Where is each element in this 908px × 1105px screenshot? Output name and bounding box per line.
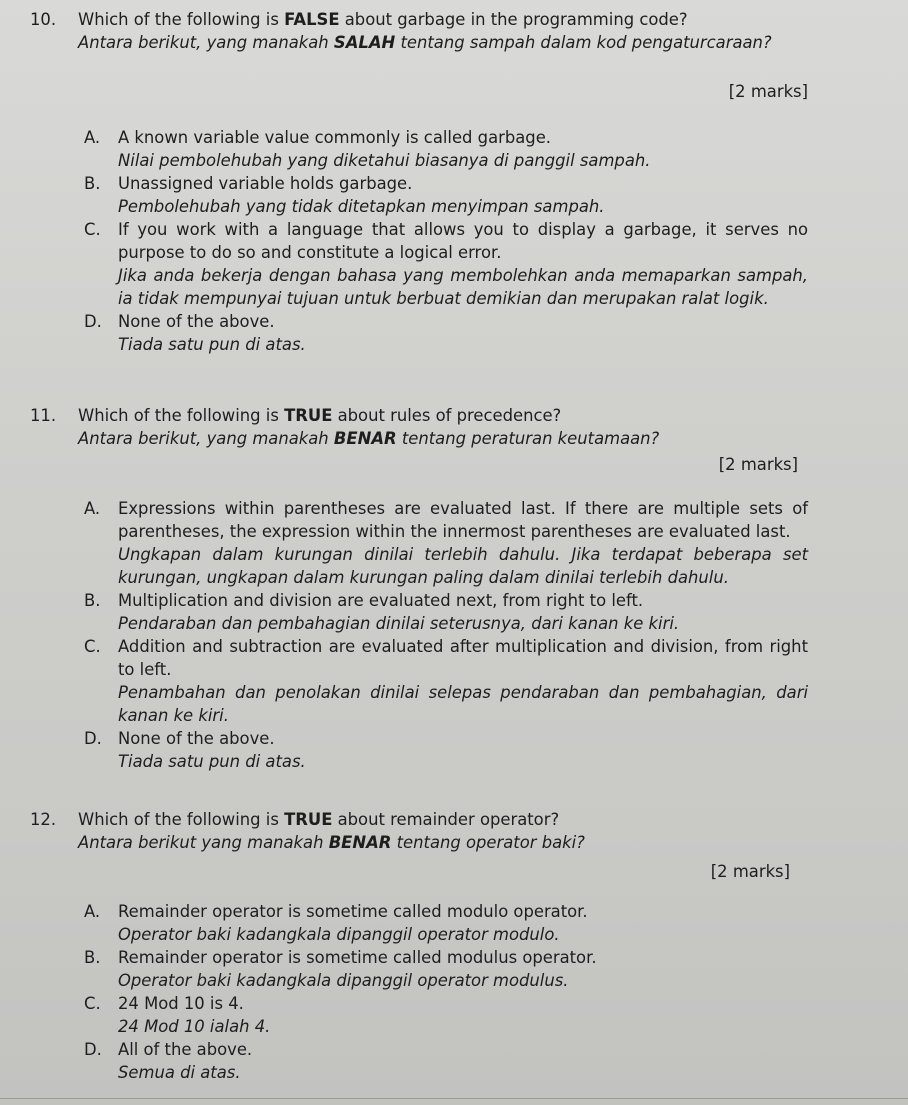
option-b	[0, 172, 808, 218]
options-list	[0, 900, 908, 1084]
option-text: Addition and subtraction are evaluated after multiplication and division, from right to left.	[118, 637, 808, 679]
option-translation: Nilai pembolehubah yang diketahui biasanya di panggil sampah.	[118, 151, 651, 170]
question-text: Which of the following is FALSE about garbage in the programming code?	[78, 10, 688, 29]
option-d	[0, 727, 808, 773]
option-letter: A.	[84, 902, 101, 921]
option-letter: A.	[84, 128, 101, 147]
option-letter: C.	[84, 637, 101, 656]
option-text: Multiplication and division are evaluated next, from right to left.	[118, 591, 644, 610]
marks-label: [2 marks]	[728, 82, 808, 101]
option-translation: Jika anda bekerja dengan bahasa yang membolehkan anda memaparkan sampah, ia tidak mempunyai tujuan untuk berbuat demikian dan merupakan ralat logik.	[118, 266, 808, 308]
question-number: 12.	[30, 810, 57, 829]
option-c	[0, 218, 808, 310]
option-letter: B.	[84, 591, 101, 610]
option-d	[0, 1038, 808, 1084]
option-translation: Tiada satu pun di atas.	[118, 752, 306, 771]
option-a	[0, 900, 808, 946]
question-11	[0, 404, 908, 450]
question-text: Which of the following is TRUE about rules of precedence?	[78, 406, 562, 425]
option-c	[0, 992, 808, 1038]
option-text: None of the above.	[118, 729, 275, 748]
option-translation: Penambahan dan penolakan dinilai selepas pendaraban dan pembahagian, dari kanan ke kiri.	[118, 683, 808, 725]
options-list	[0, 497, 908, 773]
question-translation: Antara berikut yang manakah BENAR tentang operator baki?	[78, 833, 585, 852]
option-text: A known variable value commonly is called garbage.	[118, 128, 551, 147]
option-letter: C.	[84, 994, 101, 1013]
option-letter: B.	[84, 948, 101, 967]
option-text: Remainder operator is sometime called modulus operator.	[118, 948, 597, 967]
option-text: All of the above.	[118, 1040, 253, 1059]
option-b	[0, 946, 808, 992]
option-letter: A.	[84, 499, 101, 518]
option-translation: Tiada satu pun di atas.	[118, 335, 306, 354]
question-header	[0, 404, 908, 450]
option-letter: D.	[84, 729, 102, 748]
option-a	[0, 126, 808, 172]
option-text: Expressions within parentheses are evaluated last. If there are multiple sets of parentheses, the expression within the innermost parentheses are evaluated last.	[118, 499, 808, 541]
question-translation: Antara berikut, yang manakah BENAR tentang peraturan keutamaan?	[78, 429, 660, 448]
option-translation: Ungkapan dalam kurungan dinilai terlebih dahulu. Jika terdapat beberapa set kurungan, ungkapan dalam kurungan paling dalam dinilai terlebih dahulu.	[118, 545, 808, 587]
option-translation: Pendaraban dan pembahagian dinilai seterusnya, dari kanan ke kiri.	[118, 614, 680, 633]
option-letter: D.	[84, 1040, 102, 1059]
question-header	[0, 8, 908, 54]
question-10	[0, 8, 908, 54]
option-text: Unassigned variable holds garbage.	[118, 174, 413, 193]
option-a	[0, 497, 808, 589]
question-translation: Antara berikut, yang manakah SALAH tentang sampah dalam kod pengaturcaraan?	[78, 33, 772, 52]
question-text: Which of the following is TRUE about remainder operator?	[78, 810, 560, 829]
option-translation: Semua di atas.	[118, 1063, 241, 1082]
option-b	[0, 589, 808, 635]
options-list	[0, 126, 908, 356]
option-text: 24 Mod 10 is 4.	[118, 994, 244, 1013]
question-number: 11.	[30, 406, 57, 425]
option-text: If you work with a language that allows you to display a garbage, it serves no purpose to do so and constitute a logical error.	[118, 220, 808, 262]
option-letter: B.	[84, 174, 101, 193]
option-d	[0, 310, 808, 356]
page-edge-line	[0, 1098, 908, 1099]
option-translation: Operator baki kadangkala dipanggil operator modulus.	[118, 971, 569, 990]
question-number: 10.	[30, 10, 57, 29]
option-text: None of the above.	[118, 312, 275, 331]
option-letter: C.	[84, 220, 101, 239]
option-text: Remainder operator is sometime called modulo operator.	[118, 902, 588, 921]
question-header	[0, 808, 908, 854]
marks-label: [2 marks]	[718, 455, 798, 474]
option-letter: D.	[84, 312, 102, 331]
option-translation: Pembolehubah yang tidak ditetapkan menyimpan sampah.	[118, 197, 605, 216]
option-c	[0, 635, 808, 727]
question-12	[0, 808, 908, 854]
option-translation: 24 Mod 10 ialah 4.	[118, 1017, 271, 1036]
marks-label: [2 marks]	[710, 862, 790, 881]
option-translation: Operator baki kadangkala dipanggil operator modulo.	[118, 925, 560, 944]
